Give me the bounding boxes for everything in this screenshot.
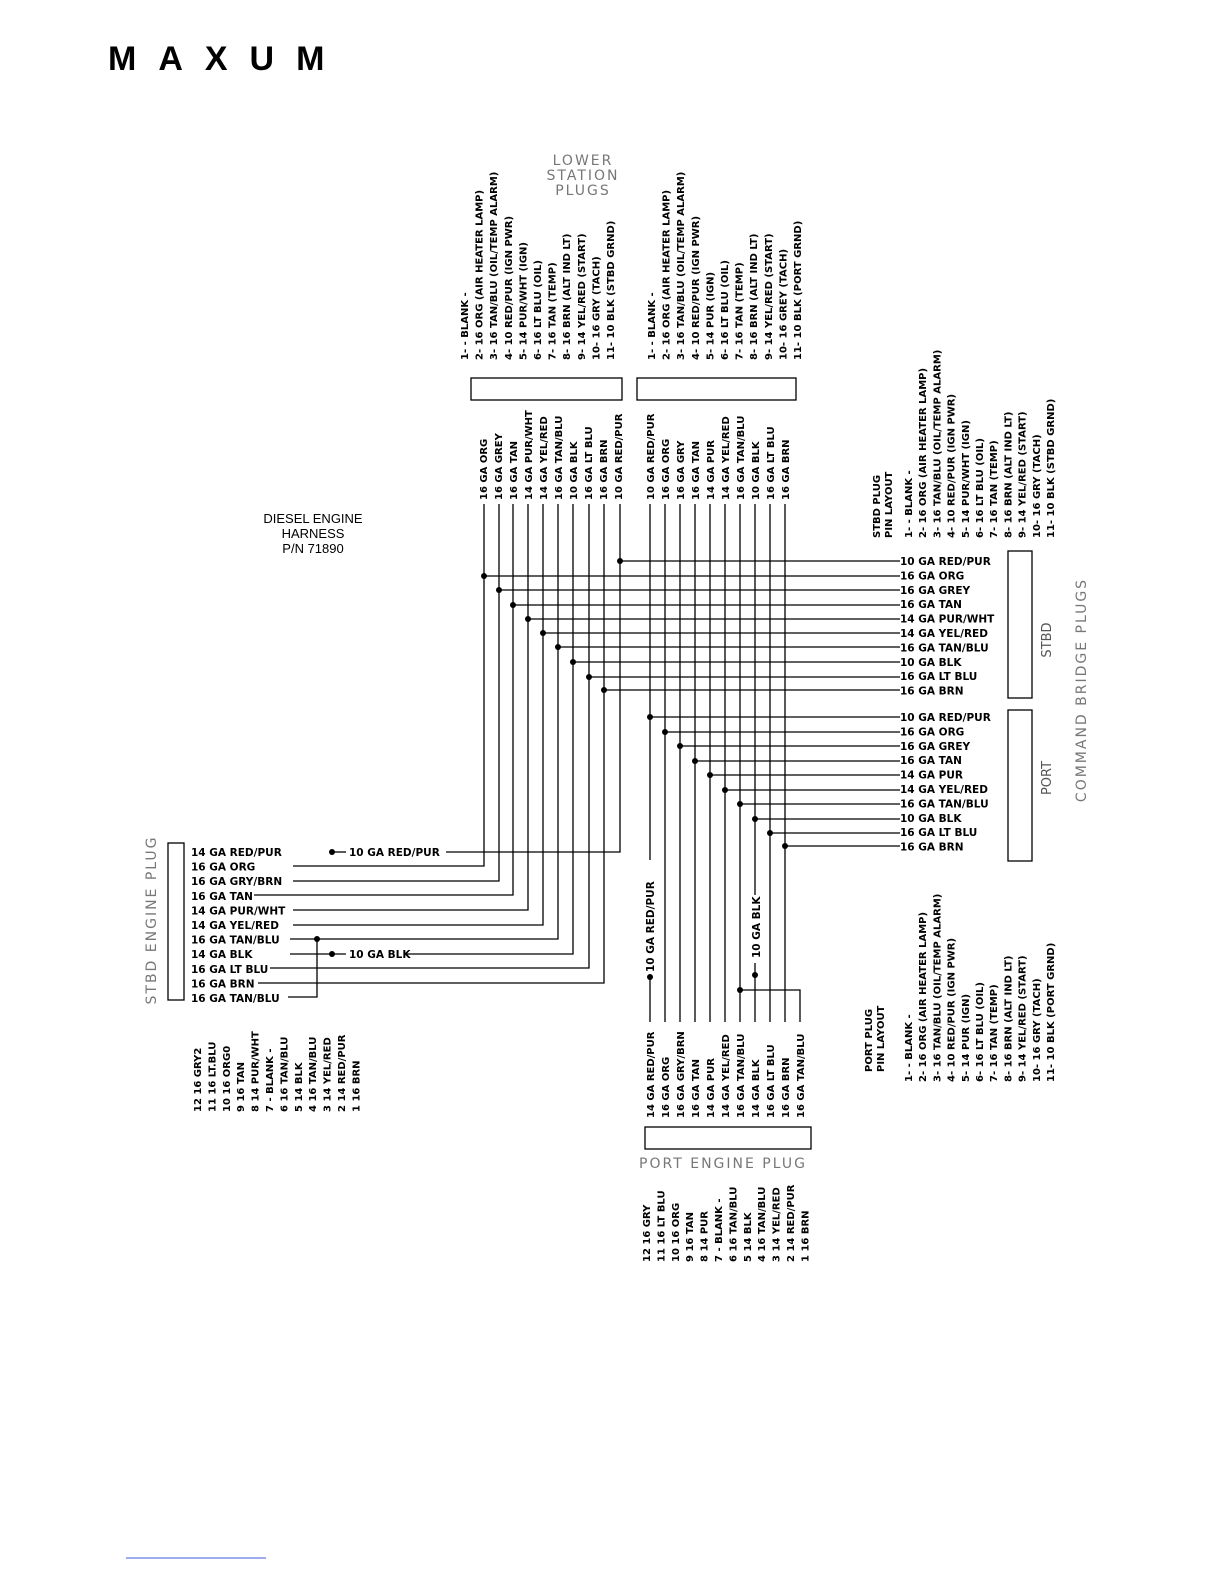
port-engine-wire-label: 14 GA RED/PUR bbox=[646, 1031, 657, 1118]
stbd-engine-pin: 2 14 RED/PUR bbox=[337, 1034, 348, 1112]
lower-station-stbd-wire-label: 16 GA TAN/BLU bbox=[554, 415, 565, 500]
lower-station-port-pin: 1- - BLANK - bbox=[647, 292, 658, 360]
stbd-engine-wire-label: 14 GA YEL/RED bbox=[191, 920, 279, 932]
splice-dot bbox=[329, 849, 335, 855]
port-engine-wire-label: 14 GA YEL/RED bbox=[721, 1034, 732, 1118]
wire-stbd-grey bbox=[499, 504, 900, 590]
stbd-engine-pin: 9 16 TAN bbox=[236, 1062, 248, 1112]
lower-station-stbd-pin: 10- 16 GRY (TACH) bbox=[591, 256, 603, 360]
lower-station-port-pin: 7- 16 TAN (TEMP) bbox=[734, 262, 746, 360]
splice-dot bbox=[617, 558, 623, 564]
lower-station-stbd-pin-list bbox=[460, 172, 617, 360]
wire-se-org bbox=[293, 576, 484, 866]
harness-part-number: P/N 71890 bbox=[282, 541, 344, 556]
stbd-engine-wire-label: 16 GA TAN bbox=[191, 890, 253, 903]
stbd-engine-wire-label: 16 GA TAN/BLU bbox=[191, 934, 280, 947]
lower-station-port-pin: 10- 16 GREY (TACH) bbox=[778, 248, 790, 360]
lower-station-port-pin: 5- 14 PUR (IGN) bbox=[705, 271, 717, 360]
lower-station-port-wire-labels bbox=[646, 413, 792, 500]
port-engine-wire-label: 16 GA LT BLU bbox=[766, 1044, 777, 1118]
lower-station-port-wire-label: 16 GA TAN bbox=[691, 441, 702, 500]
splice-dot bbox=[662, 729, 668, 735]
lower-station-stbd-pin: 2- 16 ORG (AIR HEATER LAMP) bbox=[474, 189, 486, 360]
wire-port-brn bbox=[785, 504, 900, 846]
lower-station-port-pin-list bbox=[647, 172, 804, 360]
command-bridge-stbd-wire-label: 16 GA TAN/BLU bbox=[900, 642, 989, 655]
stbd-engine-pin: 5 14 BLK bbox=[293, 1062, 305, 1112]
lower-station-port-pin: 2- 16 ORG (AIR HEATER LAMP) bbox=[661, 189, 673, 360]
command-bridge-stbd-wire-label: 14 GA PUR/WHT bbox=[900, 613, 995, 626]
port-engine-wire-label: 14 GA BLK bbox=[751, 1059, 762, 1118]
stbd-engine-pin: 8 14 PUR/WHT bbox=[250, 1031, 262, 1112]
port-plug-layout-title-1: PORT PLUG bbox=[864, 1008, 875, 1072]
lower-station-stbd-wire-label: 16 GA TAN bbox=[509, 441, 520, 500]
stbd-engine-wire-label: 14 GA RED/PUR bbox=[191, 847, 282, 859]
lower-station-port-plug bbox=[637, 378, 796, 400]
port-engine-pin: 2 14 RED/PUR bbox=[786, 1184, 797, 1262]
command-bridge-port-wire-label: 16 GA TAN/BLU bbox=[900, 798, 989, 811]
stbd-plug-layout-pins bbox=[904, 350, 1057, 538]
splice-dot bbox=[525, 616, 531, 622]
lower-station-port-wire-label: 14 GA PUR bbox=[706, 440, 717, 500]
lower-station-stbd-wire-label: 14 GA PUR/WHT bbox=[524, 410, 535, 500]
command-bridge-stbd-wire-label: 10 GA BLK bbox=[900, 656, 962, 669]
wire-stbd-org bbox=[484, 504, 900, 576]
stbd-plug-layout-pin: 2- 16 ORG (AIR HEATER LAMP) bbox=[918, 367, 930, 538]
port-plug-layout-pin: 1- - BLANK - bbox=[904, 1014, 915, 1082]
command-bridge-port-wire-label: 16 GA TAN bbox=[900, 755, 962, 768]
lower-station-stbd-pin: 11- 10 BLK (STBD GRND) bbox=[606, 220, 617, 360]
command-bridge-port-wire-label: 14 GA PUR bbox=[900, 769, 963, 782]
port-engine-wire-label: 16 GA GRY/BRN bbox=[676, 1031, 687, 1118]
port-plug-layout-title bbox=[864, 1005, 887, 1072]
command-bridge-stbd-wire-labels bbox=[900, 556, 995, 698]
command-bridge-port-wire-labels bbox=[900, 712, 991, 854]
stbd-engine-pin: 11 16 LT.BLU bbox=[207, 1041, 219, 1112]
stbd-plug-layout-title bbox=[872, 471, 895, 538]
port-plug-layout-pin: 2- 16 ORG (AIR HEATER LAMP) bbox=[918, 911, 930, 1082]
lower-station-port-wire-label: 16 GA BRN bbox=[781, 439, 792, 500]
stbd-plug-layout-pin: 10- 16 GRY (TACH) bbox=[1031, 434, 1043, 538]
splice-dot bbox=[555, 644, 561, 650]
wire-stbd-yel-red bbox=[543, 504, 900, 633]
stbd-engine-wire-label: 14 GA BLK bbox=[191, 949, 253, 962]
lower-station-stbd-pin: 4- 10 RED/PUR (IGN PWR) bbox=[503, 215, 515, 360]
port-plug-layout-pin: 11- 10 BLK (PORT GRND) bbox=[1046, 942, 1057, 1082]
lower-station-stbd-pin: 5- 14 PUR/WHT (IGN) bbox=[518, 242, 530, 360]
splice-dot bbox=[707, 772, 713, 778]
stbd-engine-pin: 12 16 GRY2 bbox=[193, 1047, 204, 1112]
stbd-plug-layout-pin: 6- 16 LT BLU (OIL) bbox=[975, 438, 986, 538]
stbd-plug-layout-pin: 1- - BLANK - bbox=[904, 470, 915, 538]
port-engine-plug bbox=[645, 1127, 811, 1149]
port-engine-pin: 7 - BLANK - bbox=[714, 1198, 725, 1262]
splice-dot bbox=[737, 801, 743, 807]
lower-station-port-pin: 3- 16 TAN/BLU (OIL/TEMP ALARM) bbox=[676, 171, 688, 360]
command-bridge-port-plug bbox=[1008, 710, 1032, 861]
lower-station-title bbox=[546, 153, 619, 199]
stbd-engine-wire-label: 16 GA LT BLU bbox=[191, 963, 269, 976]
stbd-engine-wire-label: 16 GA BRN bbox=[191, 978, 255, 991]
port-engine-pin: 4 16 TAN/BLU bbox=[757, 1186, 769, 1262]
splice-dot bbox=[737, 987, 743, 993]
splice-dot bbox=[540, 630, 546, 636]
port-plug-layout-pin: 4- 10 RED/PUR (IGN PWR) bbox=[946, 937, 958, 1082]
wire-runs bbox=[254, 504, 900, 1022]
splice-dot bbox=[481, 573, 487, 579]
splice-dot bbox=[570, 659, 576, 665]
lower-station-stbd-pin: 9- 14 YEL/RED (START) bbox=[576, 233, 588, 360]
lower-station-stbd-plug bbox=[471, 378, 622, 400]
command-bridge-stbd-wire-label: 10 GA RED/PUR bbox=[900, 556, 991, 568]
stbd-engine-pin: 4 16 TAN/BLU bbox=[308, 1036, 320, 1112]
command-bridge-port-wire-label: 10 GA RED/PUR bbox=[900, 712, 991, 724]
command-bridge-port-wire-label: 16 GA ORG bbox=[900, 726, 965, 739]
lower-station-stbd-wire-label: 10 GA RED/PUR bbox=[614, 413, 625, 500]
port-engine-pin: 10 16 ORG bbox=[670, 1202, 682, 1262]
port-engine-wire-label: 16 GA TAN/BLU bbox=[796, 1033, 807, 1118]
splice-dot bbox=[314, 936, 320, 942]
stbd-engine-pin: 3 14 YEL/RED bbox=[322, 1037, 334, 1112]
splice-dot bbox=[586, 674, 592, 680]
lower-station-port-pin: 11- 10 BLK (PORT GRND) bbox=[793, 220, 804, 360]
stbd-engine-wire-label: 16 GA ORG bbox=[191, 861, 256, 874]
splice-dot bbox=[647, 714, 653, 720]
stbd-engine-wire-label: 14 GA PUR/WHT bbox=[191, 905, 286, 918]
lower-station-stbd-wire-label: 16 GA BRN bbox=[599, 439, 610, 500]
port-engine-wire-label: 14 GA PUR bbox=[706, 1058, 717, 1118]
stbd-engine-plug-title: STBD ENGINE PLUG bbox=[144, 835, 160, 1005]
command-bridge-stbd-plug bbox=[1008, 551, 1032, 698]
splice-dot bbox=[601, 687, 607, 693]
port-engine-wire-label: 16 GA BRN bbox=[781, 1057, 792, 1118]
stbd-plug-layout-title-1: STBD PLUG bbox=[872, 474, 883, 538]
port-plug-layout-pin: 8- 16 BRN (ALT IND LT) bbox=[1003, 955, 1015, 1082]
lower-station-stbd-wire-labels bbox=[479, 410, 625, 500]
command-bridge-port-wire-label: 10 GA BLK bbox=[900, 812, 962, 825]
port-engine-pin: 12 16 GRY bbox=[642, 1204, 653, 1262]
stbd-engine-plug bbox=[168, 843, 184, 1000]
splice-dot bbox=[510, 602, 516, 608]
stbd-plug-layout-pin: 5- 14 PUR/WHT (IGN) bbox=[960, 420, 972, 538]
stbd-engine-pin-list bbox=[193, 1031, 362, 1112]
command-bridge-stbd-label: STBD bbox=[1040, 622, 1055, 658]
stbd-plug-layout-pin: 9- 14 YEL/RED (START) bbox=[1017, 411, 1029, 538]
port-engine-pin: 9 16 TAN bbox=[685, 1212, 697, 1262]
lower-station-stbd-pin: 7- 16 TAN (TEMP) bbox=[547, 262, 559, 360]
lower-station-port-pin: 9- 14 YEL/RED (START) bbox=[763, 233, 775, 360]
command-bridge-stbd-wire-label: 16 GA LT BLU bbox=[900, 671, 978, 684]
port-engine-wire-label: 16 GA TAN/BLU bbox=[736, 1033, 747, 1118]
stbd-plug-layout-pin: 4- 10 RED/PUR (IGN PWR) bbox=[946, 393, 958, 538]
port-engine-wire-labels bbox=[646, 1031, 807, 1118]
command-bridge-stbd-wire-label: 16 GA ORG bbox=[900, 570, 965, 583]
lower-station-stbd-wire-label: 16 GA GREY bbox=[494, 433, 505, 500]
command-bridge-stbd-wire-label: 16 GA GREY bbox=[900, 584, 971, 597]
lower-station-stbd-wire-label: 10 GA BLK bbox=[569, 441, 580, 500]
lower-station-stbd-pin: 3- 16 TAN/BLU (OIL/TEMP ALARM) bbox=[489, 171, 501, 360]
stbd-engine-pin: 6 16 TAN/BLU bbox=[279, 1036, 291, 1112]
command-bridge-stbd-wire-label: 14 GA YEL/RED bbox=[900, 628, 988, 640]
stbd-plug-layout-pin: 3- 16 TAN/BLU (OIL/TEMP ALARM) bbox=[932, 349, 944, 538]
wire-port-red-pur bbox=[650, 504, 900, 717]
port-engine-pin: 8 14 PUR bbox=[699, 1211, 711, 1262]
wire-port-lt-blu bbox=[770, 504, 900, 833]
splice-dot bbox=[647, 974, 653, 980]
lower-station-port-wire-label: 14 GA YEL/RED bbox=[721, 416, 732, 500]
lower-station-port-pin: 8- 16 BRN (ALT IND LT) bbox=[749, 233, 761, 360]
port-engine-wire-label: 16 GA ORG bbox=[661, 1056, 672, 1118]
splice-dot bbox=[329, 951, 335, 957]
wire-stbd-blk bbox=[573, 504, 900, 662]
splice-dot bbox=[752, 816, 758, 822]
harness-label bbox=[263, 511, 363, 556]
lower-station-port-wire-label: 16 GA GRY bbox=[676, 440, 687, 500]
stbd-engine-pin: 1 16 BRN bbox=[351, 1060, 363, 1112]
wire-port-pur bbox=[710, 504, 900, 775]
command-bridge-stbd-wire-label: 16 GA TAN bbox=[900, 599, 962, 612]
splice-dot bbox=[692, 758, 698, 764]
wire-port-gry bbox=[680, 504, 900, 746]
wire-port-tan-blu bbox=[740, 504, 900, 804]
lower-station-port-wire-label: 16 GA TAN/BLU bbox=[736, 415, 747, 500]
port-plug-layout-pin: 5- 14 PUR (IGN) bbox=[960, 993, 972, 1082]
splice-dot bbox=[496, 587, 502, 593]
stbd-plug-layout-pin: 8- 16 BRN (ALT IND LT) bbox=[1003, 411, 1015, 538]
stbd-plug-layout-pin: 7- 16 TAN (TEMP) bbox=[989, 440, 1001, 538]
port-engine-plug-title: PORT ENGINE PLUG bbox=[639, 1156, 807, 1172]
splice-dot bbox=[677, 743, 683, 749]
lower-station-title-1: LOWER bbox=[552, 153, 614, 169]
port-engine-pin: 1 16 BRN bbox=[800, 1210, 812, 1262]
port-engine-pin: 3 14 YEL/RED bbox=[771, 1187, 783, 1262]
stbd-plug-layout-title-2: PIN LAYOUT bbox=[884, 471, 895, 538]
command-bridge-title: COMMAND BRIDGE PLUGS bbox=[1074, 577, 1090, 803]
command-bridge-port-wire-label: 16 GA LT BLU bbox=[900, 827, 978, 840]
port-engine-pin: 6 16 TAN/BLU bbox=[728, 1186, 740, 1262]
command-bridge-port-wire-label: 16 GA BRN bbox=[900, 841, 964, 854]
splice-dot bbox=[782, 843, 788, 849]
port-engine-pin: 11 16 LT BLU bbox=[656, 1190, 668, 1262]
lower-station-stbd-pin: 8- 16 BRN (ALT IND LT) bbox=[562, 233, 574, 360]
lower-station-title-2: STATION bbox=[546, 168, 620, 184]
lower-station-stbd-wire-label: 16 GA ORG bbox=[479, 438, 490, 500]
port-plug-layout-pin: 3- 16 TAN/BLU (OIL/TEMP ALARM) bbox=[932, 893, 944, 1082]
lower-station-port-pin: 6- 16 LT BLU (OIL) bbox=[720, 260, 731, 360]
stbd-engine-wire-label: 16 GA GRY/BRN bbox=[191, 876, 283, 889]
lower-station-stbd-pin: 6- 16 LT BLU (OIL) bbox=[533, 260, 544, 360]
lower-station-stbd-pin: 1- - BLANK - bbox=[460, 292, 471, 360]
stbd-engine-wire-label: 16 GA TAN/BLU bbox=[191, 993, 280, 1005]
stbd-engine-pin: 10 16 ORG0 bbox=[221, 1045, 233, 1112]
lower-station-port-wire-label: 10 GA RED/PUR bbox=[646, 413, 657, 500]
port-engine-pin: 5 14 BLK bbox=[742, 1212, 754, 1262]
port-engine-splice-blk-label: 10 GA BLK bbox=[751, 896, 763, 958]
lower-station-stbd-wire-label: 16 GA LT BLU bbox=[584, 426, 595, 500]
port-plug-layout-pin: 9- 14 YEL/RED (START) bbox=[1017, 955, 1029, 1082]
lower-station-title-3: PLUGS bbox=[555, 183, 611, 199]
splice-dot bbox=[767, 830, 773, 836]
harness-line-1: DIESEL ENGINE bbox=[263, 511, 363, 526]
command-bridge-stbd-wire-label: 16 GA BRN bbox=[900, 685, 964, 698]
port-plug-layout-pins bbox=[904, 894, 1057, 1082]
lower-station-port-wire-label: 16 GA LT BLU bbox=[766, 426, 777, 500]
port-engine-wire-label: 16 GA TAN bbox=[691, 1059, 702, 1118]
wire-port-org bbox=[665, 504, 900, 732]
wire-stbd-red-pur bbox=[620, 504, 900, 561]
stbd-engine-splice-blk-label: 10 GA BLK bbox=[349, 949, 411, 961]
stbd-engine-splice-red-label: 10 GA RED/PUR bbox=[349, 847, 440, 859]
lower-station-port-wire-label: 10 GA BLK bbox=[751, 441, 762, 500]
splice-dot bbox=[752, 972, 758, 978]
stbd-engine-pin: 7 - BLANK - bbox=[265, 1048, 276, 1112]
harness-line-2: HARNESS bbox=[281, 526, 345, 541]
splice-dot bbox=[722, 787, 728, 793]
stbd-engine-wire-labels bbox=[191, 847, 286, 1005]
command-bridge-port-label: PORT bbox=[1040, 760, 1055, 796]
lower-station-port-wire-label: 16 GA ORG bbox=[661, 438, 672, 500]
port-engine-pin-list bbox=[642, 1184, 811, 1262]
lower-station-stbd-wire-label: 14 GA YEL/RED bbox=[539, 416, 550, 500]
port-plug-layout-pin: 6- 16 LT BLU (OIL) bbox=[975, 982, 986, 1082]
port-plug-layout-pin: 10- 16 GRY (TACH) bbox=[1031, 978, 1043, 1082]
wire-se-grybrn bbox=[293, 590, 499, 881]
maxum-logo: MAXUM bbox=[108, 40, 347, 78]
port-plug-layout-pin: 7- 16 TAN (TEMP) bbox=[989, 984, 1001, 1082]
command-bridge-port-wire-label: 14 GA YEL/RED bbox=[900, 784, 988, 796]
command-bridge-port-wire-label: 16 GA GREY bbox=[900, 740, 971, 753]
lower-station-port-pin: 4- 10 RED/PUR (IGN PWR) bbox=[690, 215, 702, 360]
port-plug-layout-title-2: PIN LAYOUT bbox=[876, 1005, 887, 1072]
port-engine-splice-red-label: 10 GA RED/PUR bbox=[645, 881, 657, 972]
stbd-plug-layout-pin: 11- 10 BLK (STBD GRND) bbox=[1046, 398, 1057, 538]
